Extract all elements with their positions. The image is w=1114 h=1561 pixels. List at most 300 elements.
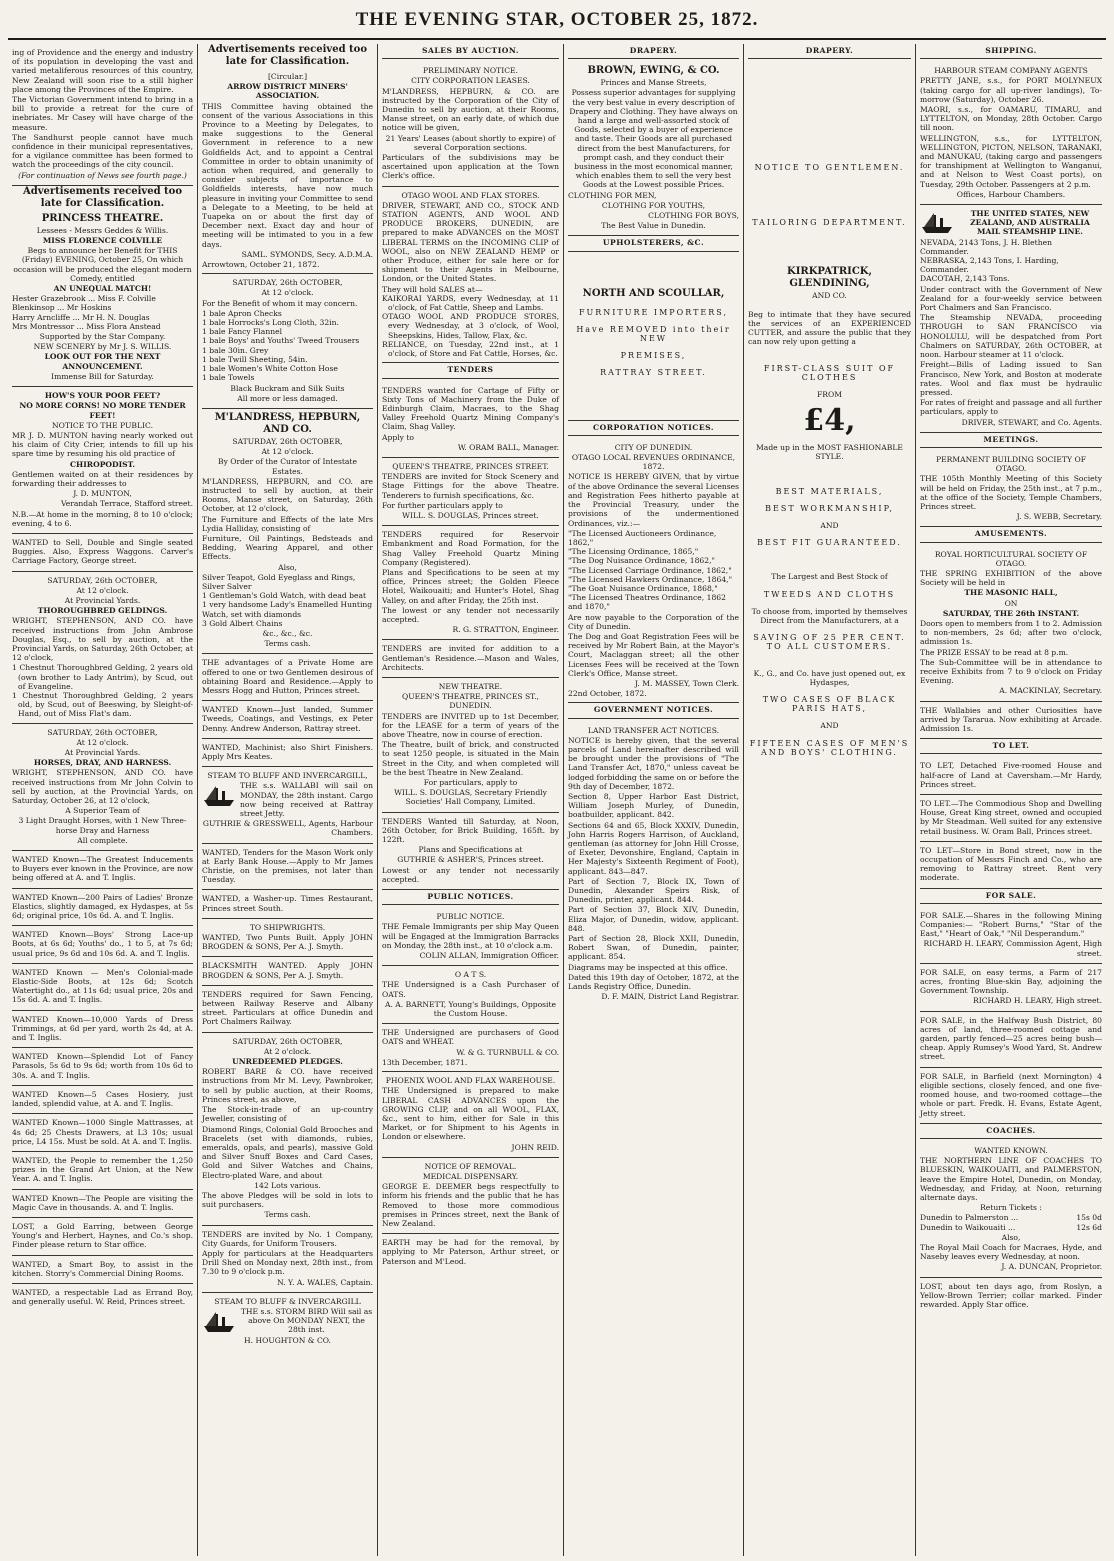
- duncan-signature: J. A. DUNCAN, Proprietor.: [1001, 1262, 1102, 1272]
- best-value: The Best Value in Dunedin.: [601, 221, 706, 231]
- webb-signature: J. S. WEBB, Secretary.: [1016, 512, 1102, 522]
- storm-text: THE s.s. STORM BIRD Will sail as above On MONDAY NEXT, the 28th inst.: [240, 1306, 373, 1335]
- douglas-signature-2: WILL. S. DOUGLAS, Secretary Friendly Societies' Hall Company, Limited.: [394, 788, 547, 807]
- reservoir-ad: [382, 526, 559, 640]
- benefit-line: For the Benefit of whom it may concern.: [202, 298, 358, 308]
- reservoir-text: TENDERS required for Reservoir Embankment and Road Formation, for the Shag Valley Freehold Quartz Mining Company (Registered).: [382, 530, 559, 567]
- wanted-text: WANTED Known—10,000 Yards of Dress Trimmings, at 6d per yard, worth 2s 4d, at A. and T. Inglis.: [12, 1014, 193, 1043]
- fashionable-line: Made up in the MOST FASHIONABLE STYLE.: [756, 443, 903, 462]
- leary-signature: RICHARD H. LEARY, High street.: [973, 996, 1102, 1006]
- section-heading: DRAPERY.: [568, 44, 739, 59]
- gelding-item: 1 Chestnut Thoroughbred Gelding, 2 years old (own brother to Lady Antrim), by Scud, out of Evangeline.: [12, 663, 193, 691]
- curator-line: By Order of the Curator of Intestate Estates.: [218, 457, 357, 476]
- column-4: [564, 44, 744, 1556]
- sale-date: SATURDAY, 26th OCTOBER,: [232, 436, 343, 446]
- stock-text: The Stock-in-trade of an up-country Jeweller, consisting of: [202, 1105, 373, 1124]
- news-victorian: The Victorian Government intend to bring in a bill to provide a retreat for the cure of inebriates. Mr Casey will have charge of the measure.: [12, 95, 193, 132]
- bale-item: 1 bale Boys' and Youths' Tweed Trousers: [202, 336, 360, 346]
- first-class-line: FIRST-CLASS SUIT OF CLOTHES: [763, 363, 896, 382]
- mland-text: M'LANDRESS, HEPBURN, and CO. are instructed to sell by auction, at their Rooms, Manse street, on Saturday, 26th October, at 12 o'clock,: [202, 476, 373, 514]
- rings-text: Diamond Rings, Colonial Gold Brooches and Bracelets (set with diamonds, rubies, emeralds, opals, and pearls), massive Gold and Silver Snuff Boxes and Card Cases, Gold and Silver Watches and Chains, Electro-plated Ware, and about: [202, 1124, 373, 1180]
- immigrants-ad: [382, 908, 559, 966]
- machinist-text: WANTED, Machinist; also Shirt Finishers. Apply Mrs Keates.: [202, 742, 373, 761]
- late-ads-heading: Advertisements received too late for Classification.: [22, 185, 183, 209]
- sale-text: FOR SALE, in the Halfway Bush District, 80 acres of land, three-roomed cottage and garden, partly fenced—25 acres being bush—cheap. Apply Rumsey's Wood Yard, St. Andrew street.: [920, 1015, 1102, 1062]
- section-entry: Sections 64 and 65, Block XXXIV, Dunedin, John Harris Rogers Harrison, of Auckland, gentleman (as attorney for John Hill Crosse, of Exeter, Devonshire, England, Captain in Her Majesty's Sixteenth Regiment of Foot), applicant. 843—847.: [568, 820, 739, 876]
- wanted-ad: [12, 1011, 193, 1049]
- wanted-ad: [12, 1114, 193, 1152]
- steamship-icon: [202, 782, 236, 808]
- masthead: [0, 0, 1114, 40]
- fare-price: 15s 0d: [1076, 1213, 1102, 1223]
- news-ending: [12, 44, 193, 186]
- arrow-miners-ad: [202, 68, 373, 274]
- scenery: NEW SCENERY by Mr J. S. WILLIS.: [33, 342, 172, 352]
- and-label: AND: [820, 521, 839, 531]
- turnbull-date: 13th December, 1871.: [382, 1057, 468, 1067]
- horses-title: HORSES, DRAY, AND HARNESS.: [33, 758, 172, 768]
- rates-text: For rates of freight and passage and all further particulars, apply to: [920, 398, 1102, 417]
- sale-time: At 12 o'clock.: [76, 585, 129, 595]
- phoenix-title: PHOENIX WOOL AND FLAX WAREHOUSE.: [385, 1076, 556, 1086]
- horticultural-ad: [920, 546, 1102, 702]
- bales-sale-ad: [202, 274, 373, 409]
- fencing-ad: [202, 986, 373, 1033]
- wanted-ad: [12, 964, 193, 1011]
- deemer-text: GEORGE E. DEEMER begs respectfully to inform his friends and the public that he has Removed to those more commodious premises in Princes street, next the Bank of New Zealand.: [382, 1182, 559, 1228]
- notice-public: NOTICE TO THE PUBLIC.: [51, 420, 153, 430]
- munton-name: J. D. MUNTON,: [73, 489, 132, 499]
- lots-line: 142 Lots various.: [254, 1180, 321, 1190]
- black-buckram: Black Buckram and Silk Suits: [230, 383, 345, 393]
- dispensary-ad: [382, 1158, 559, 1234]
- wanted-text: WANTED Known—The People are visiting the Magic Cave in thousands. A. and T. Inglis.: [12, 1193, 193, 1212]
- reid-text: THE Undersigned is prepared to make LIBERAL CASH ADVANCES upon the GROWING CLIP, and on all WOOL, FLAX, &c., sent to him, either for Sale in this Market, or for Shipment to his Agents in London or elsewhere.: [382, 1086, 559, 1142]
- to-let-ad: [920, 842, 1102, 889]
- arrow-date: Arrowtown, October 21, 1872.: [202, 260, 320, 270]
- bale-item: 1 bale Horrocks's Long Cloth, 32in.: [202, 318, 339, 328]
- wool-stores-ad: [382, 187, 559, 364]
- wallabies-ad: [920, 702, 1102, 740]
- private-home-ad: [202, 654, 373, 701]
- sale-item: OTAGO WOOL AND PRODUCE STORES, every Wednesday, at 3 o'clock, of Wool, Sheepskins, Hides, Tallow, Flax, &c.: [382, 312, 559, 340]
- all-complete: All complete.: [77, 835, 128, 845]
- bale-item: 1 bale Women's White Cotton Hose: [202, 364, 338, 374]
- terms-line: Terms cash.: [264, 1210, 311, 1220]
- lowest-text-2: Lowest or any tender not necessarily accepted.: [382, 865, 559, 884]
- sale-text: FOR SALE, on easy terms, a Farm of 217 acres, fronting Blue-skin Bay, adjoining the Government Township.: [920, 967, 1102, 996]
- contract-text: Under contract with the Government of New Zealand for a four-weekly service between Port Chalmers and San Francisco.: [920, 284, 1102, 313]
- lost-text: LOST, a Gold Earring, between George Young's and Herbert, Haynes, and Co.'s shop. Finder please return to Star office.: [12, 1221, 193, 1250]
- residence-text: TENDERS are invited for addition to a Gentleman's Residence.—Mason and Wales, Architects.: [382, 644, 559, 672]
- cast-entry: Blenkinsop ... Mr Hoskins: [12, 303, 112, 313]
- houghton-signature: H. HOUGHTON & CO.: [244, 1335, 331, 1345]
- bale-item: 1 bale Fancy Flannel: [202, 327, 283, 337]
- for-sale-ad: [920, 1068, 1102, 1124]
- punts-text: WANTED, Two Punts Built. Apply JOHN BROGDEN & SONS, Per A. J. Smyth.: [202, 933, 373, 952]
- circular-label: [Circular.]: [267, 72, 308, 81]
- column-3: [378, 44, 564, 1556]
- steam-title: STEAM TO BLUFF & INVERCARGILL: [214, 1296, 361, 1306]
- wanted-ad: [12, 1086, 193, 1114]
- late-ads-heading: Advertisements received too late for Classification.: [207, 44, 368, 67]
- douglas-signature: WILL. S. DOUGLAS, Princes street.: [402, 510, 539, 520]
- apply-to: Apply to: [382, 432, 414, 442]
- lowest-text: The lowest or any tender not necessarily accepted.: [382, 605, 559, 624]
- section-heading: PUBLIC NOTICES.: [382, 890, 559, 905]
- rattray-line: RATTRAY STREET.: [600, 368, 707, 378]
- fare-price: 12s 6d: [1076, 1222, 1102, 1232]
- leases-title: CITY CORPORATION LEASES.: [411, 76, 530, 86]
- plans-label: Plans and Specifications at: [418, 845, 523, 855]
- theatre-desc: The Theatre, built of brick, and constructed to seat 1250 people, is situated in the Main Street in the City, and when completed will be the best Theatre in New Zealand.: [382, 740, 559, 777]
- opened-line: K., G., and Co. have just opened out, ex Hydaspes,: [753, 668, 906, 687]
- masthead-title: THE EVENING STAR, OCTOBER 25, 1872.: [355, 9, 759, 30]
- tweeds-text: WANTED Known—Just landed, Summer Tweeds, Coatings, and Vestings, ex Peter Denny. Andrew Anderson, Rattray street.: [202, 705, 373, 733]
- cast-entry: Harry Arncliffe ... Mr H. N. Douglas: [12, 312, 150, 322]
- reid-signature: JOHN REID.: [511, 1142, 559, 1152]
- wanted-text: WANTED, the People to remember the 1,250 prizes in the Grand Art Union, at the New Year. A. and T. Inglis.: [12, 1155, 193, 1184]
- brick-ad: [382, 813, 559, 890]
- particulars-text: Particulars of the subdivisions may be ascertained upon application at the Town Clerk's office.: [382, 153, 559, 181]
- masthead-rule: [8, 38, 1106, 40]
- brown-ewing-ad: [568, 62, 739, 236]
- barnett-signature: A. A. BARNETT, Young's Buildings, Opposite the Custom House.: [384, 999, 557, 1019]
- land-text: NOTICE is hereby given, that the several parcels of Land hereinafter described will be brought under the provisions of "The Land Transfer Act, 1870," unless caveat be lodged forbidding the same on or before the 9th day of December, 1872.: [568, 735, 739, 791]
- new-theatre-ad: [382, 678, 559, 813]
- damaged-note: All more or less damaged.: [237, 393, 338, 403]
- corns-headline: NO MORE CORNS! NO MORE TENDER FEET!: [19, 401, 186, 420]
- theatre-title: PRINCESS THEATRE.: [41, 212, 164, 224]
- sale-place: At Provincial Yards.: [64, 595, 141, 605]
- wales-signature: N. Y. A. WALES, Captain.: [277, 1277, 373, 1287]
- materials-line: BEST MATERIALS,: [775, 486, 884, 496]
- wanted-text: WANTED Known—5 Cases Hosiery, just landed, splendid value, at A. and T. Inglis.: [12, 1089, 193, 1109]
- driver-signature: DRIVER, STEWART, and Co. Agents.: [961, 417, 1102, 427]
- sale-date: SATURDAY, 26th OCTOBER,: [47, 727, 158, 737]
- queens-title: QUEEN'S THEATRE, PRINCES STREET.: [392, 461, 549, 471]
- washer-ad: [202, 890, 373, 918]
- royal-title: ROYAL HORTICULTURAL SOCIETY OF OTAGO.: [934, 549, 1088, 568]
- clothing-youths: CLOTHING FOR YOUTHS,: [601, 200, 706, 210]
- freight-text: Freight—Bills of Lading issued to San Francisco, New York, and Boston at moderate rates. Wool and flax must be hydraulic pressed.: [920, 360, 1102, 397]
- saving-line: SAVING OF 25 PER CENT. TO ALL CUSTOMERS.: [753, 633, 906, 652]
- munton-text-2: Gentlemen waited on at their residences by forwarding their addresses to: [12, 469, 193, 488]
- land-title: LAND TRANSFER ACT NOTICES.: [587, 725, 720, 735]
- cartage-ad: [382, 382, 559, 458]
- immense-bill: Immense Bill for Saturday.: [51, 371, 154, 381]
- oats-title: O A T S.: [454, 970, 487, 980]
- page-columns: [8, 44, 1106, 1556]
- sale-item: KAIKORAI YARDS, every Wednesday, at 11 o'clock, of Fat Cattle, Sheep and Lambs.: [382, 293, 559, 313]
- ordinance-item: "The Dog Nuisance Ordinance, 1862,": [568, 556, 715, 566]
- sale-time: At 12 o'clock.: [261, 288, 314, 298]
- payable-text: Are now payable to the Corporation of the City of Dunedin.: [568, 612, 739, 631]
- munton-nb: N.B.—At home in the morning, 8 to 10 o'clock; evening, 4 to 6.: [12, 509, 193, 528]
- section-heading: GOVERNMENT NOTICES.: [568, 703, 739, 718]
- column-1: [8, 44, 198, 1556]
- sailing-entry: WELLINGTON, s.s., for LYTTELTON, WELLINGTON, PICTON, NELSON, TARANAKI, and MANUKAU, (taking cargo and passengers for transhipment at Wellington to Wanganui, and at Nelson to West Coast ports), on Tuesday, 29th October. Passengers at 2 p.m.: [920, 133, 1102, 189]
- fare-row: [920, 1223, 1102, 1232]
- new-theatre-title: NEW THEATRE.: [438, 681, 503, 691]
- for-sale-ad: [920, 964, 1102, 1012]
- clothing-men: CLOTHING FOR MEN,: [568, 190, 657, 200]
- prelim-title: PRELIMINARY NOTICE.: [423, 66, 518, 76]
- mland-text: M'LANDRESS, HEPBURN, & CO. are instructed by the Corporation of the City of Dunedin to sell by auction, at their Rooms, Manse street, on an early date, of which due notice will be given,: [382, 86, 559, 133]
- colville-name: MISS FLORENCE COLVILLE: [42, 236, 163, 246]
- princess-theatre-ad: [12, 210, 193, 387]
- and-label-2: AND: [820, 721, 839, 731]
- fare-route: Dunedin to Waikouaiti ...: [920, 1222, 1016, 1232]
- wanted-text: WANTED Known—1000 Single Mattrasses, at 4s 6d; 25 Chests Drawers, at L3 10s; usual price, L4 15s. Must be sold. At A. and T. Inglis.: [12, 1118, 193, 1146]
- superior-team: A Superior Team of: [65, 806, 140, 816]
- city-leases-ad: [382, 62, 559, 186]
- lookout: LOOK OUT FOR THE NEXT ANNOUNCEMENT.: [44, 352, 161, 371]
- wanted-ad: [12, 1152, 193, 1190]
- fare-route: Dunedin to Palmerston ...: [920, 1213, 1019, 1223]
- sale-time: At 12 o'clock.: [76, 737, 129, 747]
- wanted-ad: [12, 1048, 193, 1086]
- cast-entry: Hester Grazebrook ... Miss F. Colville: [12, 294, 156, 304]
- munton-address: Verandah Terrace, Stafford street.: [60, 499, 193, 509]
- further-line: For further particulars apply to: [382, 500, 503, 510]
- machinist-ad: [202, 739, 373, 767]
- home-text: THE advantages of a Private Home are offered to one or two Gentlemen desirous of obtaining Board and Residence.—Apply to Messrs Hogg and Hutton, Princes street.: [202, 658, 373, 695]
- pledges-ad: [202, 1033, 373, 1226]
- fit-line: BEST FIT GUARANTEED.: [757, 538, 902, 548]
- sale-time: At 12 o'clock.: [261, 447, 314, 457]
- from-label: FROM: [817, 390, 842, 400]
- plans-text: Plans and Specifications to be seen at my office, Princes street; the Golden Fleece Hotel, Waikouaiti; and Hunter's Hotel, Shag Valley, on and after Friday, the 25th inst.: [382, 567, 559, 605]
- wanted-text: WANTED, a Smart Boy, to assist in the kitchen. Storry's Commercial Dining Rooms.: [12, 1259, 193, 1278]
- to-let-ad: [920, 795, 1102, 842]
- section-heading: UPHOLSTERERS, &C.: [568, 236, 739, 251]
- ordinance-item: "The Licensed Theatres Ordinance, 1862 and 1870,": [568, 593, 726, 612]
- wallabies-text: THE Wallabies and other Curiosities have arrived by Tararua. Now exhibiting at Arcade. Admission 1s.: [920, 705, 1102, 733]
- steamship-icon: [920, 209, 954, 235]
- masonic-hall: THE MASONIC HALL,: [964, 588, 1058, 598]
- wallabi-ad: [202, 767, 373, 843]
- halliday-text: The Furniture and Effects of the late Mrs Lydia Halliday, consisting of: [202, 514, 373, 533]
- offices-line: Offices, Harbour Chambers.: [956, 189, 1066, 199]
- wanted-text: WANTED, a respectable Lad as Errand Boy, and generally useful. W. Reid, Princes street.: [12, 1287, 193, 1307]
- leases-21: 21 Years' Leases (about shortly to expire) of several Corporation sections.: [385, 133, 556, 152]
- spring-text: THE SPRING EXHIBITION of the above Society will be held in: [920, 568, 1102, 588]
- section-heading: FOR SALE.: [920, 889, 1102, 904]
- beg-text: Beg to intimate that they have secured the services of an EXPERIENCED CUTTER, and assure the public that they can now rely upon getting a: [748, 309, 911, 347]
- harbour-title: HARBOUR STEAM COMPANY AGENTS: [934, 66, 1088, 76]
- cartage-text: TENDERS wanted for Cartage of Fifty or Sixty Tons of Machinery from the Duke of Edinburgh Claim, Macraes, to the Shag Valley Freehold Quartz Mining Company's Claim, Shag Valley.: [382, 385, 559, 432]
- tweeds-line: TWEEDS AND CLOTHS: [763, 589, 896, 599]
- bale-item: 1 bale 30in. Grey: [202, 345, 269, 355]
- fencing-text: TENDERS required for Sawn Fencing, between Railway Reserve and Albany street. Particulars at office Dunedin and Port Chalmers Railway.: [202, 989, 373, 1027]
- essay-text: The PRIZE ESSAY to be read at 8 p.m.: [920, 647, 1069, 657]
- wallabi-text: THE s.s. WALLABI will sail on MONDAY, the 28th instant. Cargo now being received at Rattray street Jetty.: [240, 781, 373, 819]
- massey-date: 22nd October, 1872.: [568, 689, 647, 699]
- ship-entry: NEVADA, 2143 Tons, J. H. Blethen Commander.: [920, 237, 1053, 256]
- city-title: CITY OF DUNEDIN.: [614, 442, 693, 452]
- etc-line: &c., &c., &c.: [262, 628, 313, 638]
- gelding-item: 1 Chestnut Thoroughbred Gelding, 2 years old, by Scud, out of Beeswing, by Sleight-of-Hand, out of Miss Flat's dam.: [12, 690, 193, 719]
- sale-item: RELIANCE, on Tuesday, 22nd inst., at 1 o'clock, of Store and Fat Cattle, Horses, &c.: [382, 339, 559, 359]
- kirkpatrick-title: KIRKPATRICK, GLENDINING,: [787, 265, 872, 289]
- uniform-text: TENDERS are invited by No. 1 Company, City Guards, for Uniform Trousers.: [202, 1229, 373, 1248]
- sale-date: SATURDAY, 26th OCTOBER,: [47, 575, 158, 585]
- turnbull-ad: [382, 1024, 559, 1072]
- sale-time: At 2 o'clock.: [263, 1046, 312, 1056]
- sale-text: FOR SALE.—Shares in the following Mining Companies:— "Robert Burns," "Star of the East," "Heart of Oak," "Nil Desperandum.": [920, 910, 1102, 939]
- dog-text: The Dog and Goat Registration Fees will be received by Mr Robert Bain, at the Mayor's Court, Maclaggan street; all the other Licenses Fees will be received at the Town Clerk's Office, Manse street.: [568, 631, 739, 678]
- column-5: [744, 44, 916, 1556]
- section-heading: TENDERS: [382, 363, 559, 378]
- supported: Supported by the Star Company.: [39, 332, 166, 342]
- mackinlay-signature: A. MACKINLAY, Secretary.: [999, 686, 1102, 696]
- pledges-lots: The above Pledges will be sold in lots to suit purchasers.: [202, 1190, 373, 1210]
- bale-item: 1 bale Twill Sheeting, 54in.: [202, 354, 308, 364]
- geldings-title: THOROUGHBRED GELDINGS.: [37, 606, 168, 616]
- bale-item: 1 bale Towels: [202, 373, 255, 383]
- section-heading: MEETINGS.: [920, 433, 1102, 448]
- section-heading: SHIPPING.: [920, 44, 1102, 59]
- news-intro: ing of Providence and the energy and industry of its population in developing the vast and varied metaliferous resources of this country, New Zealand will soon rise to a still higher place among the Provinces of the Empire.: [12, 48, 193, 94]
- sales-at: They will hold SALES at—: [382, 284, 483, 294]
- wright-text-2: WRIGHT, STEPHENSON, AND CO. have received instructions from Mr John Colvin to sell by auction, at the Provincial Yards, on Saturday, October 26, at 12 o'clock,: [12, 768, 193, 806]
- saturday-line: SATURDAY, THE 26th INSTANT.: [942, 608, 1080, 618]
- and-co: AND CO.: [812, 290, 847, 300]
- notice-text: NOTICE IS HEREBY GIVEN, that by virtue of the above Ordinance the several Licenses and Registration Fees hitherto payable at the Provincial Treasury, under the provisions of the undermentioned Ordinances, viz.:—: [568, 472, 739, 528]
- hats-line: TWO CASES OF BLACK PARIS HATS,: [762, 695, 897, 714]
- residence-ad: [382, 640, 559, 678]
- match-title: AN UNEQUAL MATCH!: [53, 284, 152, 294]
- wanted-ad: [12, 851, 193, 889]
- tweeds-ad: [202, 701, 373, 739]
- section-entry: Part of Section 7, Block IX, Town of Dunedin, Alexander Speirs Risk, of Dunedin, printer, applicant. 844.: [568, 876, 739, 905]
- horses-ad: [12, 724, 193, 851]
- turnbull-signature: W. & G. TURNBULL & CO.: [456, 1047, 559, 1057]
- earth-ad: [382, 1234, 559, 1271]
- massey-signature: J. M. MASSEY, Town Clerk.: [634, 678, 739, 688]
- revenue-ordinance-ad: [568, 439, 739, 703]
- leary-signature: RICHARD H. LEARY, Commission Agent, High street.: [923, 939, 1102, 958]
- harbour-steam-ad: [920, 62, 1102, 205]
- blacksmith-text: BLACKSMITH WANTED. Apply JOHN BROGDEN & SONS, Per A. J. Smyth.: [202, 961, 373, 980]
- wanted-ad: [12, 926, 193, 964]
- ordinance-item: "The Licensed Carriage Ordinance, 1862,": [568, 565, 732, 575]
- washer-text: WANTED, a Washer-up. Times Restaurant, Princes street South.: [202, 894, 373, 913]
- theatre-lessees: Lessees - Messrs Geddes & Willis.: [36, 225, 169, 235]
- section-heading: COACHES.: [920, 1124, 1102, 1139]
- arrow-text: THIS Committee having obtained the consent of the various Associations in this Province to a Meeting by Delegates, to make suggestions to the General Government in reference to a new Goldfields Act, and to appoint a Central Committee in order to obtain unanimity of action when required, and generally to consider subjects of importance to Goldfields interests, have now much pleasure in inviting your Committee to send a Delegate to a Meeting, to be held at Tuapeka on or about the first day of December next. Exact day and hour of meeting will be intimated to you in a few days.: [202, 101, 373, 249]
- chiropodist-ad: [12, 387, 193, 534]
- ship-entry: DACOTAH, 2,143 Tons.: [920, 274, 1010, 284]
- united-title: THE UNITED STATES, NEW ZEALAND, AND AUSTRALIA MAIL STEAMSHIP LINE.: [970, 209, 1090, 237]
- steamship-text: The Steamship NEVADA, proceeding THROUGH to SAN FRANCISCO via HONOLULU, will be despatched from Port Chalmers on SATURDAY, 26th OCTOBER, at noon. Harbour steamer at 11 o'clock.: [920, 313, 1102, 360]
- queens-title-2: QUEEN'S THEATRE, PRINCES ST., DUNEDIN.: [402, 692, 539, 711]
- wright-text: WRIGHT, STEPHENSON, AND CO. have received instructions from John Ambrose Douglas, Esq., to sell by auction, at the Provincial Yards, on Saturday, 26th October, at 12 o'clock,: [12, 616, 193, 663]
- arrow-title: ARROW DISTRICT MINERS' ASSOCIATION.: [227, 82, 348, 101]
- public-notice-title: PUBLIC NOTICE.: [436, 912, 505, 922]
- buggies-text: WANTED to Sell, Double and Single seated Buggies. Also, Express Waggons. Carver's Carriage Factory, George street.: [12, 537, 193, 566]
- fare-row: [920, 1213, 1102, 1222]
- auctioneer-title: M'LANDRESS, HEPBURN, AND CO.: [214, 411, 361, 435]
- pledges-title: UNREDEEMED PLEDGES.: [232, 1057, 343, 1067]
- ball-signature: W. ORAM BALL, Manager.: [457, 442, 559, 452]
- guthrie-signature: GUTHRIE & GRESSWELL, Agents, Harbour Chambers.: [202, 819, 373, 838]
- premises-line: PREMISES,: [620, 351, 687, 361]
- to-let-ad: [920, 757, 1102, 795]
- ordinance-item: "The Goat Nuisance Ordinance, 1868,": [568, 583, 718, 593]
- steamship-icon: [202, 1308, 236, 1334]
- column-2: [198, 44, 378, 1556]
- let-text: TO LET.—The Commodious Shop and Dwelling House, Great King street, owned and occupied by Mr Steadman. Well suited for any extensive retail business. W. Oram Ball, Princes street.: [920, 799, 1102, 836]
- ordinance-item: "The Licensed Auctioneers Ordinance, 1862,": [568, 528, 717, 547]
- diagrams-line: Diagrams may be inspected at this office.: [568, 962, 728, 972]
- column-6: [916, 44, 1106, 1556]
- section-entry: Part of Section 37, Block XIV, Dunedin, Eliza Major, of Dunedin, widow, applicant. 848.: [568, 905, 739, 933]
- wanted-ad: [12, 1190, 193, 1218]
- wanted-text: WANTED Known—Splendid Lot of Fancy Parasols, 5s 6d to 9s 6d; worth from 10s 6d to 30s. A. and T. Inglis.: [12, 1052, 193, 1080]
- section-heading: DRAPERY.: [748, 44, 911, 59]
- coaches-ad: [920, 1142, 1102, 1278]
- section-entry: Part of Section 28, Block XXII, Dunedin, Robert Swan, of Dunedin, painter, applicant. 854.: [568, 934, 739, 962]
- oats-text: THE Undersigned is a Cash Purchaser of OATS.: [382, 980, 559, 999]
- munton-text: MR J. D. MUNTON having nearly worked out his claim of City Crier, intends to fill up his spare time by resuming his old practice of: [12, 430, 193, 459]
- fifteen-line: FIFTEEN CASES OF MEN'S AND BOYS' CLOTHING.: [749, 738, 910, 757]
- bare-text: ROBERT BARE & CO. have received instructions from Mr M. Levy, Pawnbroker, to sell by public auction, at their Rooms, Princes street, as above,: [202, 1067, 373, 1104]
- storm-bird-ad: [202, 1293, 373, 1350]
- monthly-text: THE 105th Monthly Meeting of this Society will be held on Friday, the 25th inst., at 7 p.m., at the office of the Society, Temple Chambers, Princes street.: [920, 474, 1102, 511]
- scenery-text: TENDERS are invited for Stock Scenery and Stage Fittings for the above Theatre. Tenderers to furnish specifications, &c.: [382, 472, 559, 500]
- immigrants-text: THE Female Immigrants per ship May Queen will be Engaged at the Immigration Barracks on Monday, the 28th inst., at 10 o'clock a.m.: [382, 922, 559, 950]
- section-entry: Section 8, Upper Harbor East District, William Joseph Murley, of Dunedin, boatbuilder, applicant. 842.: [568, 791, 739, 820]
- cast-list: [12, 294, 193, 331]
- sale-date: SATURDAY, 26th OCTOBER,: [232, 278, 343, 288]
- earth-text: EARTH may be had for the removal, by applying to Mr Paterson, Arthur street, or Paterson and M'Leod.: [382, 1238, 559, 1266]
- removed-line: Have REMOVED into their NEW: [576, 324, 731, 344]
- largest-line: The Largest and Best Stock of: [771, 572, 888, 582]
- lost-ad: [12, 1218, 193, 1256]
- wanted-ad: [12, 1256, 193, 1284]
- section-heading: AMUSEMENTS.: [920, 527, 1102, 542]
- wanted-ad: [12, 1284, 193, 1311]
- chains-line: 3 Gold Albert Chains: [202, 618, 283, 628]
- clothing-boys: CLOTHING FOR BOYS,: [648, 211, 739, 221]
- continuation-note: (For continuation of News see fourth page.): [18, 170, 187, 180]
- removal-title: NOTICE OF REMOVAL.: [424, 1161, 517, 1171]
- return-label: Return Tickets :: [980, 1203, 1042, 1213]
- colville-text: Begs to announce her Benefit for THIS (Friday) EVENING, October 25, On which occasion will be produced the elegant modern Comedy, entitled: [13, 246, 192, 283]
- wanted-text: WANTED Known—Boys' Strong Lace-up Boots, at 6s 6d; Youths' do., 1 to 5, at 7s 6d; usual price, 9s 6d and 10s 6d. A. and T. Inglis.: [12, 930, 193, 958]
- lease-text: TENDERS are INVITED up to 1st December, for the LEASE for a term of years of the above Theatre, now in course of erection.: [382, 711, 559, 739]
- brick-text: TENDERS Wanted till Saturday, at Noon, 26th October, for Brick Building, 165ft. by 122ft.: [382, 816, 559, 845]
- furniture-text: Furniture, Oil Paintings, Bedsteads and Bedding, Wearing Apparel, and other Effects.: [202, 533, 373, 562]
- bale-item: 1 bale Apron Checks: [202, 308, 282, 318]
- arrow-signature: SAML. SYMONDS, Secy. A.D.M.A.: [241, 249, 373, 259]
- wanted-text: WANTED Known—200 Pairs of Ladies' Bronze Elastics, slightly damaged, ex Hydaspes, at 5s 6d; original price, 10s 6d. A. and T. Inglis.: [12, 892, 193, 921]
- for-sale-ad: [920, 907, 1102, 964]
- shipwrights-title: TO SHIPWRIGHTS.: [249, 922, 326, 932]
- buggies-ad: [12, 534, 193, 572]
- sub-text: The Sub-Committee will be in attendance to receive Exhibits from 7 to 9 o'clock on Friday Evening.: [920, 657, 1102, 686]
- uniform-ad: [202, 1226, 373, 1293]
- lost-text: LOST, about ten days ago, from Roslyn, a Yellow-Brown Terrier; collar marked. Finder rewarded. Apply Star office.: [920, 1281, 1102, 1309]
- let-text: TO LET, Detached Five-roomed House and half-acre of Land at Caversham.—Mr Hardy, Princes street.: [920, 761, 1102, 789]
- uniform-text-2: Apply for particulars at the Headquarters Drill Shed on Monday next, 28th inst., from 7.30 to 9 o'clock p.m.: [202, 1248, 373, 1277]
- turnbull-text: THE Undersigned are purchasers of Good OATS and WHEAT.: [382, 1028, 559, 1047]
- sale-place: At Provincial Yards.: [64, 748, 141, 757]
- choose-line: To choose from, imported by themselves Direct from the Manufacturers, at a: [751, 606, 908, 626]
- terms-line: Terms cash.: [264, 639, 311, 649]
